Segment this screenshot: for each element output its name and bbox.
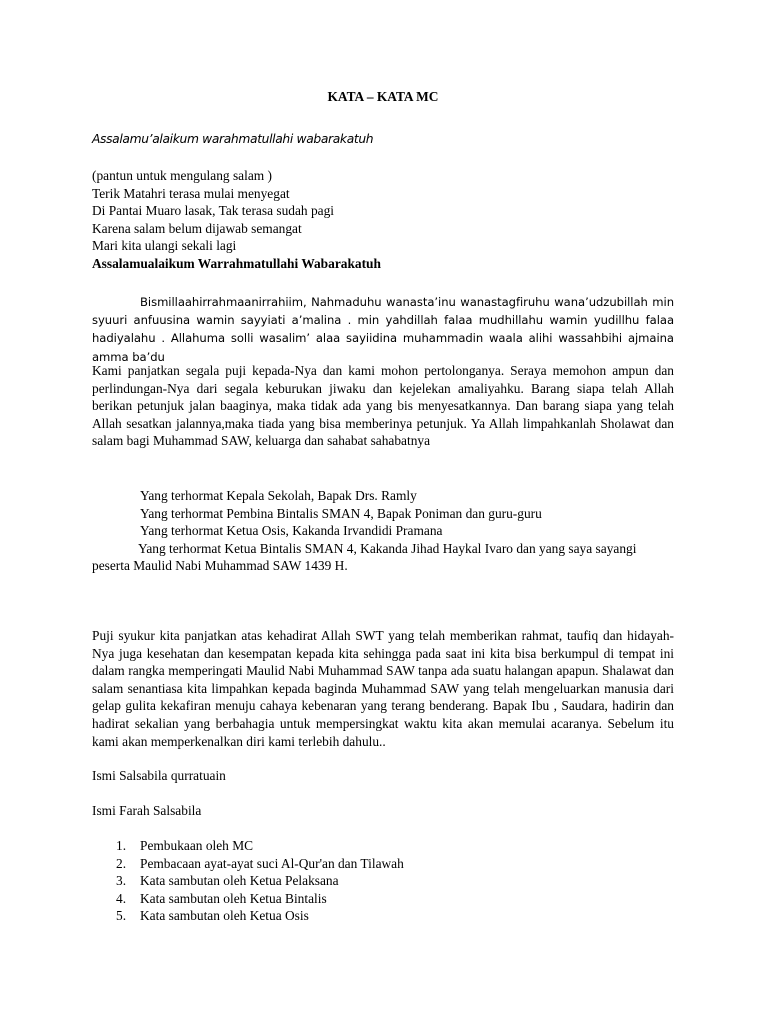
agenda-item-text: Kata sambutan oleh Ketua Osis	[140, 908, 309, 924]
pantun-line: Di Pantai Muaro lasak, Tak terasa sudah pagi	[92, 203, 335, 219]
agenda-item-text: Pembacaan ayat-ayat suci Al-Qur'an dan Tilawah	[140, 855, 404, 871]
opening-greeting: Assalamu’alaikum warahmatullahi wabarakatuh	[92, 132, 374, 146]
regards-line: Yang terhormat Pembina Bintalis SMAN 4, Bapak Poniman dan guru-guru	[140, 505, 542, 521]
pantun-intro: (pantun untuk mengulang salam )	[92, 168, 272, 183]
agenda-item	[92, 907, 674, 925]
agenda-item	[92, 855, 674, 873]
agenda-item	[92, 837, 674, 855]
agenda-item-number: 3.	[116, 873, 127, 889]
mc-name-1: Ismi Salsabila qurratuain	[92, 768, 226, 783]
regards-line: peserta Maulid Nabi Muhammad SAW 1439 H.	[92, 558, 348, 574]
agenda-item	[92, 872, 674, 890]
agenda-item	[92, 890, 674, 908]
agenda-item-text: Pembukaan oleh MC	[140, 838, 254, 853]
agenda-item-number: 1.	[116, 838, 127, 853]
pantun-line: Terik Matahri terasa mulai menyegat	[92, 185, 290, 201]
regards-block	[92, 487, 674, 575]
document-page	[92, 0, 674, 1024]
regards-line: Yang terhormat Kepala Sekolah, Bapak Drs. Ramly	[140, 488, 417, 503]
agenda-item-text: Kata sambutan oleh Ketua Pelaksana	[140, 873, 339, 889]
pantun-line: Mari kita ulangi sekali lagi	[92, 238, 237, 254]
pantun-block	[92, 167, 674, 273]
agenda-item-number: 4.	[116, 890, 127, 906]
agenda-list	[92, 837, 674, 925]
salam-bold: Assalamualaikum Warrahmatullahi Wabarakatuh	[92, 255, 381, 271]
gratitude-paragraph: Puji syukur kita panjatkan atas kehadirat Allah SWT yang telah memberikan rahmat, taufiq dan hidayah-Nya juga kesehatan dan kesempatan kepada kita sehingga pada saat ini kita bisa berkumpul di tempat ini dalam rangka memperingati Maulid Nabi Muhammad SAW tanpa ada suatu halangan apapun. Shalawat dan salam senantiasa kita limpahkan kepada baginda Muhammad SAW yang telah mengeluarkan manusia dari gelap gulita kekafiran menuju cahaya kebenaran yang terang benderang. Bapak Ibu , Saudara, hadirin dan hadirat sekalian yang berbahagia untuk mempersingkat waktu kita akan memulai acaranya. Sebelum itu kami akan memperkenalkan diri kami terlebih dahulu..	[92, 628, 674, 749]
opening-arabic-paragraph: Bismillaahirrahmaanirrahiim, Nahmaduhu wanasta’inu wanastagfiruhu wana’udzubillah min syuuri anfuusina wamin sayyiati a’malina . min yahdillah falaa mudhillahu wamin yudillhu falaa hadiyalahu . Allahuma solli wasalim’ alaa sayiidina muhammadin waala alihi wassahbihi ajmaina amma ba’du	[92, 295, 674, 364]
regards-line: Yang terhormat Ketua Bintalis SMAN 4, Kakanda Jihad Haykal Ivaro dan yang saya sayangi	[138, 540, 637, 556]
agenda-item-number: 5.	[116, 908, 127, 924]
pantun-line: Karena salam belum dijawab semangat	[92, 220, 302, 236]
mc-name-2: Ismi Farah Salsabila	[92, 803, 202, 818]
document-title: KATA – KATA MC	[327, 89, 439, 104]
regards-line: Yang terhormat Ketua Osis, Kakanda Irvandidi Pramana	[140, 523, 443, 539]
agenda-item-number: 2.	[116, 855, 127, 871]
agenda-item-text: Kata sambutan oleh Ketua Bintalis	[140, 890, 327, 906]
opening-praise-paragraph: Kami panjatkan segala puji kepada-Nya dan kami mohon pertolonganya. Seraya memohon ampun dan perlindungan-Nya dari segala keburukan jiwaku dan kejelekan amaliyahku. Barang siapa telah Allah berikan petunjuk jalan baaginya, maka tidak ada yang bis menyesatkannya. Dan barang siapa yang telah Allah sesatkan jalannya,maka tiada yang bisa memberinya petunjuk. Ya Allah limpahkanlah Sholawat dan salam bagi Muhammad SAW, keluarga dan sahabat sahabatnya	[92, 363, 674, 449]
